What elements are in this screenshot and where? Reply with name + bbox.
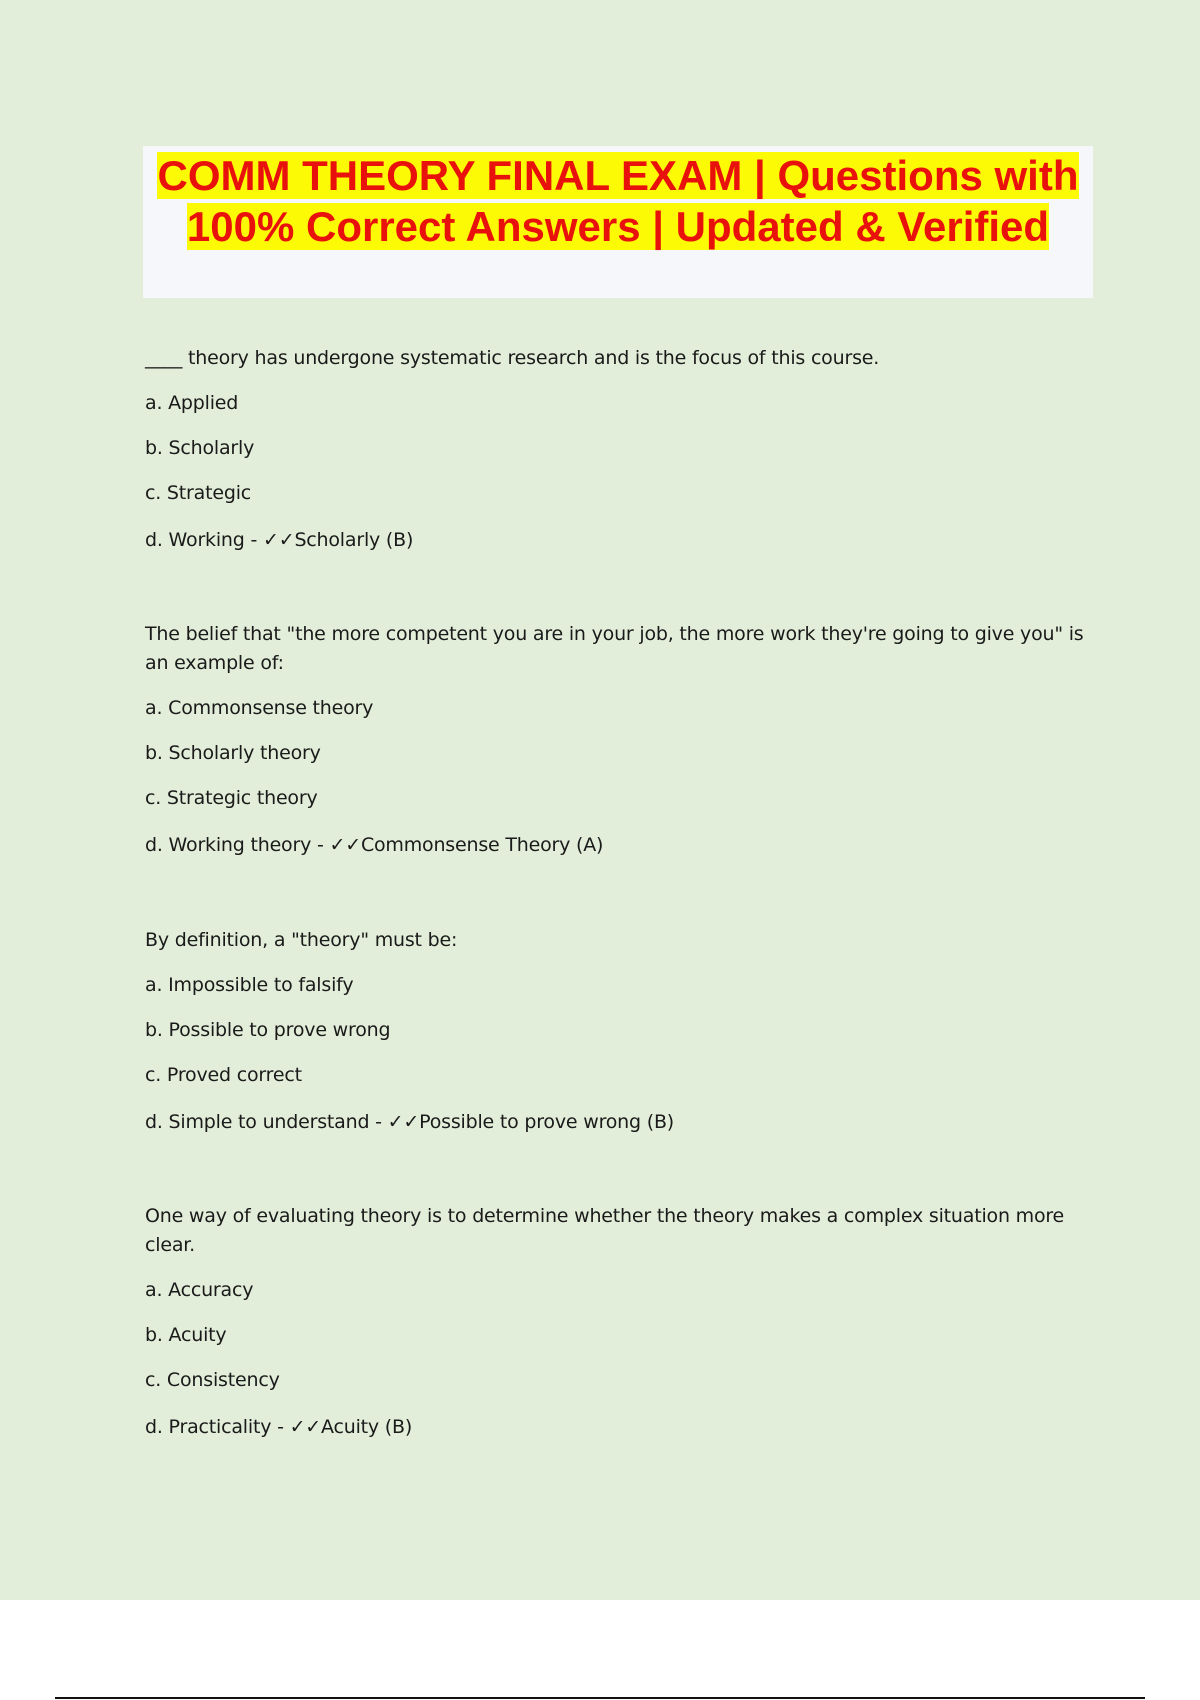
option-d: d. Simple to understand xyxy=(145,1111,370,1133)
question-1 xyxy=(145,344,1095,555)
answer-separator: - xyxy=(244,529,263,551)
option-d-with-answer xyxy=(145,831,1095,860)
question-4 xyxy=(145,1202,1095,1442)
question-text: By definition, a "theory" must be: xyxy=(145,929,458,951)
option-c: c. Consistency xyxy=(145,1369,280,1391)
question-text: ____ theory has undergone systematic research and is the focus of this course. xyxy=(145,347,880,369)
title-box xyxy=(143,146,1093,298)
answer-text: Possible to prove wrong (B) xyxy=(419,1111,674,1133)
question-text: One way of evaluating theory is to determine whether the theory makes a complex situation more clear. xyxy=(145,1205,1065,1256)
checkmark-icon: ✓✓ xyxy=(262,529,295,551)
document-title: COMM THEORY FINAL EXAM | Questions with 100% Correct Answers | Updated & Verified xyxy=(157,152,1079,250)
option-a: a. Impossible to falsify xyxy=(145,974,354,996)
checkmark-icon: ✓✓ xyxy=(329,834,361,856)
option-a: a. Accuracy xyxy=(145,1279,254,1301)
option-c: c. Strategic xyxy=(145,482,252,504)
option-c: c. Proved correct xyxy=(145,1064,302,1086)
option-c: c. Strategic theory xyxy=(145,787,318,809)
answer-text: Commonsense Theory (A) xyxy=(360,834,604,856)
answer-separator: - xyxy=(271,1416,290,1438)
option-b: b. Scholarly xyxy=(145,437,255,459)
option-d-with-answer xyxy=(145,1413,1095,1442)
answer-text: Acuity (B) xyxy=(321,1416,413,1438)
option-b: b. Acuity xyxy=(145,1324,227,1346)
option-d-with-answer xyxy=(145,1108,1095,1137)
option-a: a. Applied xyxy=(145,392,239,414)
option-d-with-answer xyxy=(145,526,1095,555)
question-2 xyxy=(145,620,1095,860)
option-b: b. Scholarly theory xyxy=(145,742,321,764)
question-3 xyxy=(145,926,1095,1137)
checkmark-icon: ✓✓ xyxy=(289,1416,322,1438)
footer-divider xyxy=(55,1697,1145,1699)
question-text: The belief that "the more competent you are in your job, the more work they're going to give you" is an example of: xyxy=(145,623,1084,674)
answer-text: Scholarly (B) xyxy=(294,529,414,551)
option-d: d. Practicality xyxy=(145,1416,272,1438)
answer-separator: - xyxy=(369,1111,388,1133)
option-a: a. Commonsense theory xyxy=(145,697,374,719)
option-d: d. Working theory xyxy=(145,834,312,856)
option-d: d. Working xyxy=(145,529,245,551)
checkmark-icon: ✓✓ xyxy=(387,1111,420,1133)
option-b: b. Possible to prove wrong xyxy=(145,1019,391,1041)
answer-separator: - xyxy=(311,834,330,856)
